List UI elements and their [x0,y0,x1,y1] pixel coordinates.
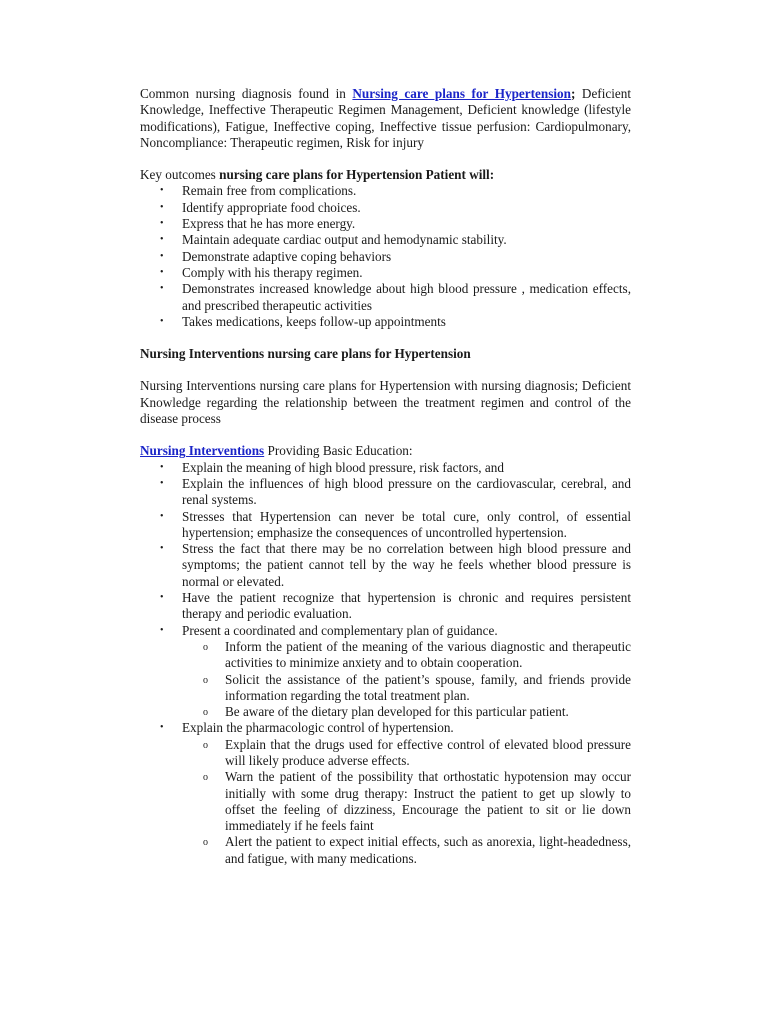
bullet-icon: • [160,461,164,473]
list-item [182,672,631,705]
bullet-icon: • [160,234,164,246]
bullet-icon: • [160,250,164,262]
guidance-text: Solicit the assistance of the patient’s spouse, family, and friends provide information regarding the total treatment plan. [225,671,631,703]
education-text: Present a coordinated and complementary plan of guidance. [182,622,498,638]
bullet-icon: • [160,722,164,734]
pharm-text: Explain the pharmacologic control of hypertension. [182,720,454,736]
outcome-text: Remain free from complications. [182,183,357,199]
list-item [140,216,631,232]
bullet-icon: • [160,592,164,604]
bullet-icon: • [160,185,164,197]
list-item [140,720,631,867]
outcome-text: Maintain adequate cardiac output and hemodynamic stability. [182,232,507,248]
bullet-icon: • [160,510,164,522]
bullet-icon: • [160,218,164,230]
bullet-icon: • [160,543,164,555]
list-item [182,769,631,834]
education-text: Explain the influences of high blood pressure on the cardiovascular, cerebral, and renal systems. [182,475,631,508]
bullet-icon: • [160,477,164,489]
bullet-icon: • [160,266,164,278]
list-item [140,183,631,199]
interventions-paragraph: Nursing Interventions nursing care plans for Hypertension with nursing diagnosis; Deficient Knowledge regarding the relationship between the treatment regimen and control of the disease process [140,378,631,427]
circle-bullet-icon: o [203,707,208,719]
list-item [140,314,631,330]
list-item [140,541,631,590]
education-text: Explain the meaning of high blood pressure, risk factors, and [182,459,504,475]
outcome-text: Demonstrate adaptive coping behaviors [182,248,392,264]
outcome-text: Identify appropriate food choices. [182,199,361,215]
circle-bullet-icon: o [203,772,208,784]
bullet-icon: • [160,315,164,327]
document-page [140,86,631,867]
list-item [140,232,631,248]
circle-bullet-icon: o [203,641,208,653]
interventions-heading [140,346,631,362]
list-item [182,737,631,770]
bullet-icon: • [160,283,164,295]
pharm-sub-text: Explain that the drugs used for effective control of elevated blood pressure will likely produce adverse effects. [225,736,631,768]
bullet-icon: • [160,624,164,636]
intro-rest: Deficient Knowledge, Ineffective Therapeutic Regimen Management, Deficient knowledge (lifestyle modifications), Fatigue, Ineffective coping, Ineffective tissue perfusion: Cardiopulmonary, Noncompliance: Therapeutic regimen, Risk for injury [140,86,631,150]
education-text: Have the patient recognize that hypertension is chronic and requires persistent therapy and periodic evaluation. [182,590,631,622]
circle-bullet-icon: o [203,739,208,751]
list-item [140,200,631,216]
education-text: Stresses that Hypertension can never be total cure, only control, of essential hypertension; emphasize the consequences of uncontrolled hypertension. [182,508,631,540]
list-item [140,623,631,721]
education-list [140,460,631,867]
education-rest: Providing Basic Education: [264,443,413,459]
education-heading [140,443,631,459]
guidance-text: Be aware of the dietary plan developed for this particular patient. [225,704,569,720]
list-item [140,249,631,265]
outcomes-list [140,183,631,330]
bullet-icon: • [160,201,164,213]
list-item [140,590,631,623]
intro-paragraph [140,86,631,151]
nursing-interventions-link[interactable]: Nursing Interventions [140,443,265,459]
circle-bullet-icon: o [203,674,208,686]
pharm-sublist [182,737,631,867]
nursing-care-plans-link[interactable]: Nursing care plans for Hypertension [352,86,571,101]
list-item [182,834,631,867]
outcomes-bold: nursing care plans for Hypertension Patient will: [219,167,495,183]
interventions-heading-text: Nursing Interventions nursing care plans for Hypertension [140,346,471,362]
pharm-sub-text: Alert the patient to expect initial effects, such as anorexia, light-headedness, and fatigue, with many medications. [225,834,631,866]
intro-lead: Common nursing diagnosis found in [140,86,353,101]
list-item [140,509,631,542]
list-item [182,639,631,672]
list-item [140,265,631,281]
list-item [140,281,631,314]
intro-punct: ; [570,86,576,101]
circle-bullet-icon: o [203,837,208,849]
outcome-text: Comply with his therapy regimen. [182,264,363,280]
outcomes-heading [140,167,631,183]
outcomes-lead: Key outcomes [140,167,220,183]
outcome-text: Demonstrates increased knowledge about high blood pressure , medication effects, and prescribed therapeutic activities [182,281,631,313]
outcome-text: Express that he has more energy. [182,216,356,232]
outcome-text: Takes medications, keeps follow-up appointments [182,313,446,329]
list-item [140,476,631,509]
pharm-sub-text: Warn the patient of the possibility that orthostatic hypotension may occur initially with some drug therapy: Instruct the patient to get up slowly to offset the feeling of dizziness, Encourage the patient to sit or lie down immediately if he feels faint [225,769,631,834]
list-item [182,704,631,720]
guidance-sublist [182,639,631,720]
guidance-text: Inform the patient of the meaning of the various diagnostic and therapeutic activities to minimize anxiety and to obtain cooperation. [225,638,631,671]
education-text: Stress the fact that there may be no correlation between high blood pressure and symptoms; the patient cannot tell by the way he feels whether blood pressure is normal or elevated. [182,541,631,589]
list-item [140,460,631,476]
